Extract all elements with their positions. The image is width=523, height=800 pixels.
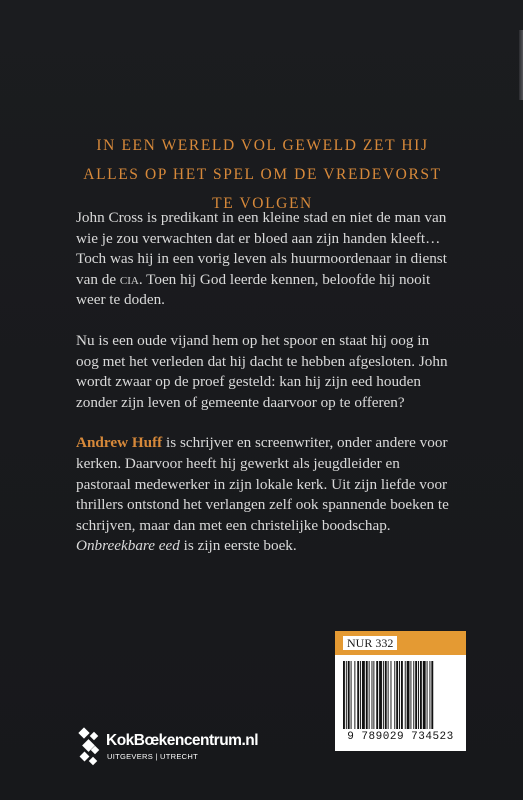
barcode-stripe	[418, 661, 419, 729]
tagline-line-2: ALLES OP HET SPEL OM DE VREDEVORST	[83, 165, 442, 183]
barcode-stripe	[383, 661, 384, 729]
barcode-stripe	[360, 661, 361, 729]
book-title: Onbreekbare eed	[76, 537, 180, 555]
barcode-stripe	[372, 661, 373, 729]
barcode-stripe	[420, 661, 422, 729]
cia-abbr: cia	[119, 270, 139, 288]
barcode-stripe	[351, 661, 352, 729]
barcode-stripe	[401, 661, 403, 729]
barcode-stripe	[343, 661, 345, 729]
tagline-line-3: TE VOLGEN	[212, 194, 313, 212]
barcode-stripe	[376, 661, 378, 729]
barcode-stripe	[413, 661, 414, 729]
barcode-stripe	[366, 661, 368, 729]
barcode-bars	[343, 661, 458, 729]
kok-boekencentrum-logo-icon	[78, 727, 102, 767]
barcode-stripe	[407, 661, 410, 729]
barcode-stripe	[346, 661, 347, 729]
barcode-stripe	[429, 661, 430, 729]
barcode-stripe	[415, 661, 417, 729]
publisher-subline: UITGEVERS | UTRECHT	[107, 752, 198, 761]
barcode-stripe	[354, 661, 355, 729]
barcode-stripe	[357, 661, 359, 729]
barcode-stripe	[431, 661, 433, 729]
barcode-stripe	[394, 661, 395, 729]
barcode-stripe	[379, 661, 382, 729]
blurb-p1-text: John Cross is predikant in een kleine stad en niet de man van wie je zou verwachten dat er bloed aan zijn handen kleeft… Toch was hij in een vorig leven als huurmoordenaar in dienst van de	[76, 209, 447, 288]
barcode-stripe	[396, 661, 398, 729]
blurb-paragraph-1	[76, 208, 451, 311]
tagline	[60, 131, 465, 218]
author-bio	[76, 433, 451, 557]
nur-code: NUR 332	[343, 636, 397, 650]
barcode-stripe	[369, 661, 370, 729]
publisher-name: KokBœkencentrum.nl	[106, 732, 259, 749]
author-name: Andrew Huff	[76, 434, 163, 452]
barcode-stripe	[388, 661, 389, 729]
tagline-line-1: IN EEN WERELD VOL GEWELD ZET HIJ	[96, 136, 429, 154]
barcode-stripe	[399, 661, 400, 729]
barcode-box	[335, 631, 466, 751]
barcode-stripe	[373, 661, 374, 729]
barcode-stripe	[405, 661, 406, 729]
barcode-stripe	[348, 661, 350, 729]
blurb-p1-end: . Toen hij God leerde kennen, beloofde hij nooit weer te doden.	[76, 270, 431, 309]
barcode-stripe	[427, 661, 428, 729]
isbn-number: 9 789029 734523	[347, 731, 454, 743]
barcode-stripe	[410, 661, 411, 729]
blurb-paragraph-2: Nu is een oude vijand hem op het spoor en staat hij oog in oog met het verleden dat hij dacht te hebben afgesloten. John wordt zwaar op de proef gesteld: kan hij zijn eed houden zonder zijn leven of gemeente daarvoor op te offeren?	[76, 331, 448, 411]
nur-band	[335, 631, 466, 655]
blurb	[76, 208, 451, 577]
barcode-stripe	[391, 661, 392, 729]
barcode-stripe	[362, 661, 365, 729]
author-bio-end: is zijn eerste boek.	[179, 537, 297, 555]
author-bio-text: is schrijver en screenwriter, onder andere voor kerken. Daarvoor heeft hij gewerkt als jeugdleider en pastoraal medewerker in zijn lokale kerk. Uit zijn liefde voor thrillers ontstond het verlangen zelf ook spannende boeken te schrijven, maar dan met een christelijke boodschap.	[76, 434, 449, 534]
barcode-stripe	[423, 661, 426, 729]
spine-edge	[519, 30, 523, 100]
barcode-stripe	[385, 661, 387, 729]
